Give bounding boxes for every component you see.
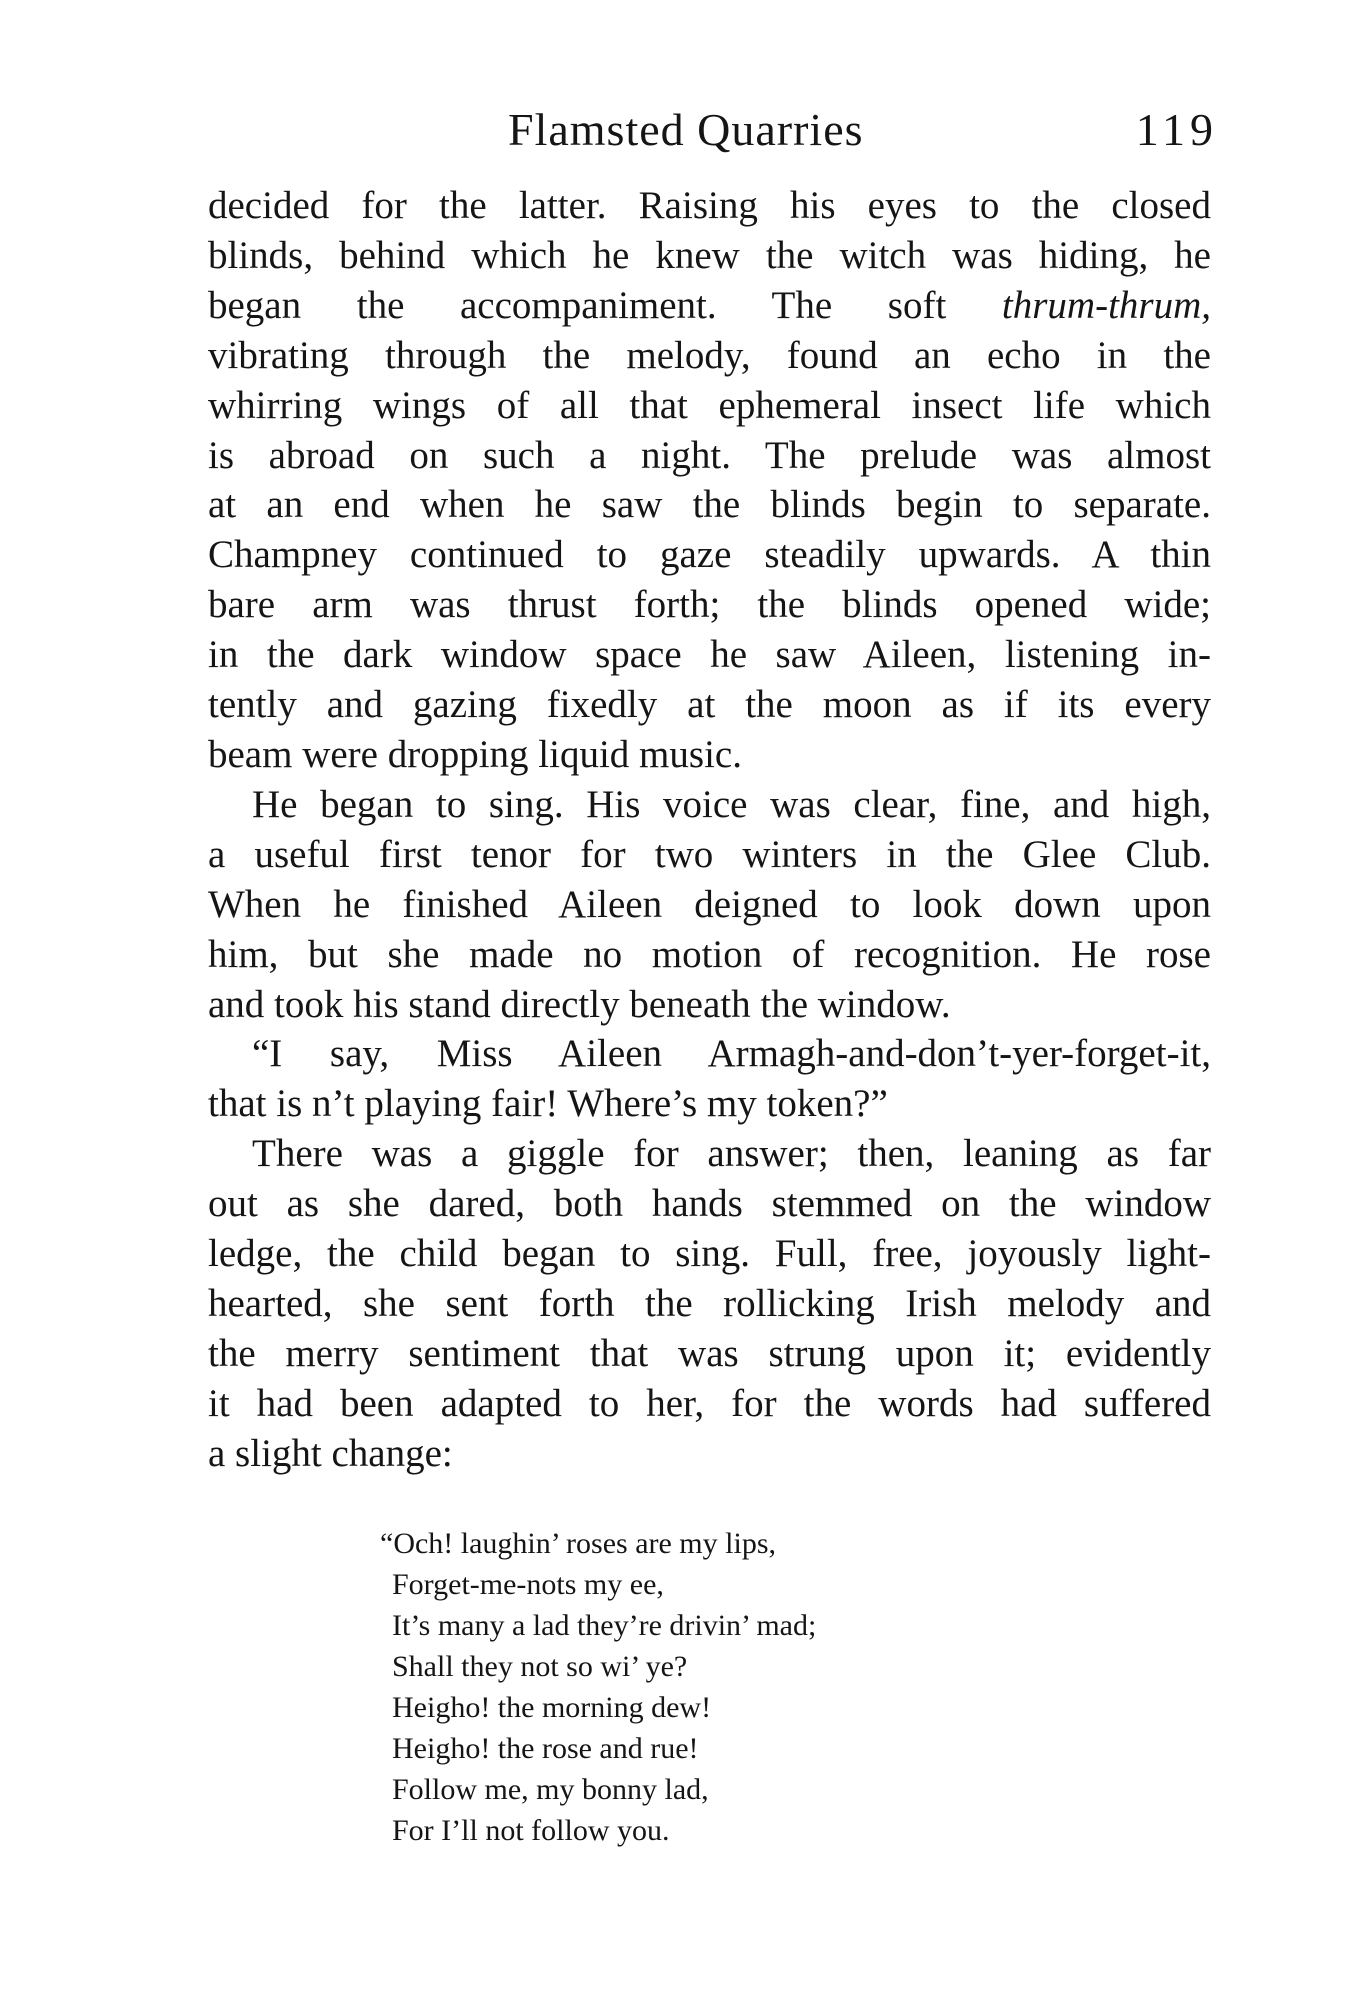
- body-text: [208, 181, 1211, 1479]
- text-line: decided for the latter. Raising his eyes to the closed: [208, 184, 1211, 227]
- text-line-part: began the accompaniment. The soft: [208, 283, 1002, 327]
- verse-line: For I’ll not follow you.: [392, 1814, 670, 1847]
- paragraph-1: [208, 181, 1211, 780]
- text-line: and took his stand directly beneath the window.: [208, 982, 951, 1026]
- text-line: When he finished Aileen deigned to look down upon: [208, 882, 1211, 926]
- text-line: Champney continued to gaze steadily upwards. A thin: [208, 533, 1211, 577]
- text-line: bare arm was thrust forth; the blinds opened wide;: [208, 583, 1211, 627]
- verse-line: “Och! laughin’ roses are my lips,: [380, 1527, 776, 1560]
- verse-line: It’s many a lad they’re drivin’ mad;: [392, 1609, 817, 1642]
- text-line: it had been adapted to her, for the words had suffered: [208, 1381, 1211, 1425]
- text-line: is abroad on such a night. The prelude was almost: [208, 433, 1211, 477]
- text-line: a useful first tenor for two winters in the Glee Club.: [208, 832, 1211, 876]
- paragraph-4: [208, 1129, 1211, 1478]
- text-line: blinds, behind which he knew the witch was hiding, he: [208, 233, 1211, 277]
- page-number: 119: [1135, 104, 1218, 155]
- text-line: beam were dropping liquid music.: [208, 732, 742, 776]
- text-line: him, but she made no motion of recognition. He rose: [208, 932, 1211, 976]
- verse-line: Heigho! the rose and rue!: [392, 1732, 699, 1765]
- text-line: ledge, the child began to sing. Full, free, joyously light-: [208, 1232, 1211, 1276]
- italic-phrase: thrum-thrum,: [1001, 283, 1211, 327]
- running-title: Flamsted Quarries: [508, 104, 864, 155]
- paragraph-2: [208, 780, 1211, 1030]
- text-line: out as she dared, both hands stemmed on the window: [208, 1182, 1211, 1226]
- text-line: vibrating through the melody, found an echo in the: [208, 333, 1211, 377]
- text-line: whirring wings of all that ephemeral insect life which: [208, 383, 1211, 427]
- verse-line: Follow me, my bonny lad,: [392, 1773, 709, 1806]
- text-line: He began to sing. His voice was clear, fine, and high,: [252, 782, 1211, 826]
- text-line: the merry sentiment that was strung upon it; evidently: [208, 1331, 1211, 1375]
- verse-line: Shall they not so wi’ ye?: [392, 1650, 688, 1683]
- running-head: [208, 100, 1218, 160]
- verse-line: Heigho! the morning dew!: [392, 1691, 712, 1724]
- verse-line: Forget-me-nots my ee,: [392, 1568, 664, 1601]
- text-line: a slight change:: [208, 1431, 453, 1475]
- text-line: in the dark window space he saw Aileen, listening in-: [208, 633, 1211, 677]
- paragraph-3: [208, 1029, 1211, 1129]
- text-line: “I say, Miss Aileen Armagh-and-don’t-yer-forget-it,: [252, 1032, 1211, 1076]
- text-line: [208, 281, 1211, 331]
- verse-block: [380, 1523, 817, 1851]
- text-line: that is n’t playing fair! Where’s my token?”: [208, 1082, 888, 1126]
- text-line: There was a giggle for answer; then, leaning as far: [252, 1132, 1211, 1176]
- text-line: hearted, she sent forth the rollicking Irish melody and: [208, 1281, 1211, 1325]
- text-line: tently and gazing fixedly at the moon as if its every: [208, 683, 1211, 727]
- text-line: at an end when he saw the blinds begin to separate.: [208, 483, 1211, 527]
